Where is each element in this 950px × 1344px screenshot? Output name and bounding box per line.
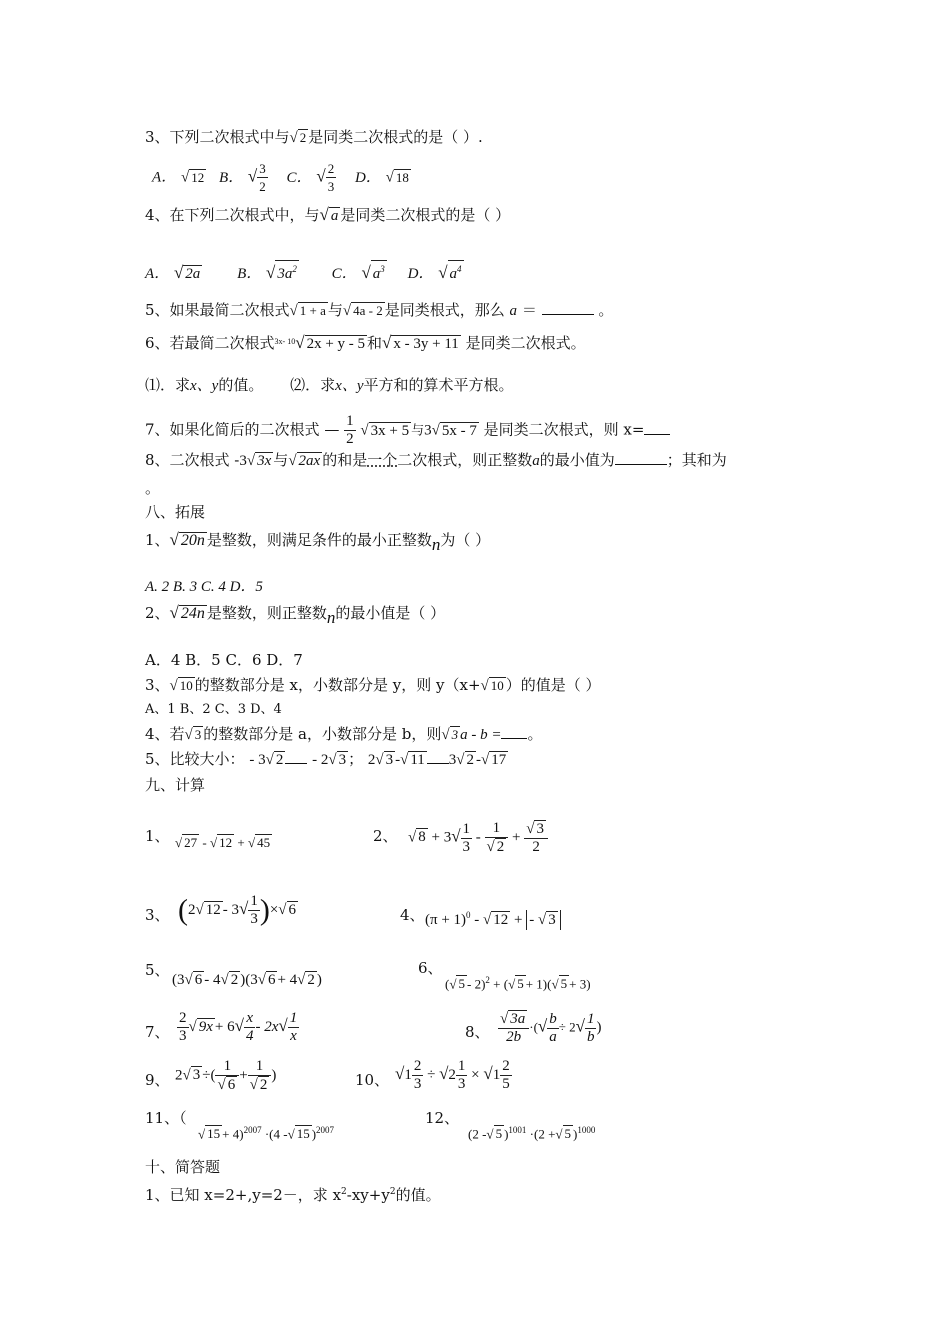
p3-label: 3、 <box>145 906 170 924</box>
q8-line: 8、二次根式 -3√ 3x 与√ 2ax 的和是一个二次根式，则正整数a的最小值为 ；其和为 <box>145 451 727 469</box>
section-10-title: 十、简答题 <box>145 1158 221 1176</box>
q4-options: A． √ 2a B． √ $3a^2$ C． √ $a^3$ D． √ $a^4$ <box>145 260 464 284</box>
q7-fraction: $\frac{1}{2}$ <box>346 413 354 447</box>
q8-end: 。 <box>145 479 161 497</box>
s8-q5-blank-1[interactable] <box>285 763 307 764</box>
p4-label: 4、 <box>400 906 425 924</box>
q3-c-frac: $\frac{2}{3}$ <box>327 161 335 194</box>
p5-label: 5、 <box>145 961 170 979</box>
p8-label: 8、 <box>465 1023 490 1041</box>
s8-q3: 3、√ 10 的整数部分是 x，小数部分是 y，则 y（x+√ 10 ）的值是（ ） <box>145 676 601 694</box>
q7-answer-blank[interactable] <box>644 434 670 435</box>
p10-expression: √1 $\frac{2}{3}$ ÷ √2 $\frac{1}{3}$ × √1 $\frac{2}{5}$ <box>395 1058 510 1092</box>
p1-expression: √ 27 - √ 12 + √ 45 <box>175 835 271 850</box>
p7-expression: $\frac{2}{3}$ √ 9x + 6√ $\frac{x}{4}$ - 2x√ $\frac{1}{x}$ <box>179 1010 298 1044</box>
p12-label: 12、 <box>425 1109 460 1127</box>
s8-q4: 4、若√ 3 的整数部分是 a，小数部分是 b，则√ 3 a - b = 。 <box>145 725 543 743</box>
p6-label: 6、 <box>418 959 443 977</box>
s8-q2: 2、√ 24n 是整数，则正整数n的最小值是（ ） <box>145 603 446 627</box>
s10-q1: 1、已知 x=2+,y=2－，求 $x^2-xy+y^2$的值。 <box>145 1186 441 1204</box>
p6-expression: (√ 5 - 2)$^2$ + (√ 5 + 1)(√ 5 + 3) <box>445 975 591 992</box>
p8-expression: $\frac{√ 3a}{2b}$ ·(√ $\frac{b}{a}$ ÷ 2√ $\frac{1}{b}$ ) <box>500 1010 602 1045</box>
p12-expression: (2 -√ 5 )$^{1001}$ ·(2 +√ 5 )$^{1000}$ <box>468 1125 596 1142</box>
section-8-title: 八、拓展 <box>145 503 206 521</box>
p7-label: 7、 <box>145 1023 170 1041</box>
p3-expression: (2√ 12 - 3√ $\frac{1}{3}$ )×√ 6 <box>178 893 297 927</box>
p11-label: 11、（ <box>145 1109 187 1127</box>
q3-line: 3、下列二次根式中与√ 2 是同类二次根式的是（ ）. <box>145 128 483 146</box>
s8-q4-answer-blank[interactable] <box>501 738 527 739</box>
p4-expression: $(\pi + 1)^0$ - √ 12 + - √ 3 <box>425 905 561 930</box>
p9-expression: 2√ 3 ÷( $\frac{1}{√ 6}$ + $\frac{1}{√ 2}$ ) <box>175 1058 277 1093</box>
s8-q1: 1、√ 20n 是整数，则满足条件的最小正整数n为（ ） <box>145 530 491 554</box>
q6-line: 6、若最简二次根式$^{3x- 10}$√ 2x + y - 5 和√ x - 3y + 11 是同类二次根式。 <box>145 333 586 352</box>
p1-label: 1、 <box>145 827 170 845</box>
section-9-title: 九、计算 <box>145 776 206 794</box>
q8-answer-blank[interactable] <box>615 464 667 465</box>
s8-q1-options: A. 2 B. 3 C. 4 D．5 <box>145 579 263 595</box>
s8-q3-options: A、1 B、2 C、3 D、4 <box>145 702 282 717</box>
p2-label: 2、 <box>373 827 398 845</box>
q7-line: 7、如果化简后的二次根式 — $\frac{1}{2}$ √ 3x + 5 与3√ 5x - 7 是同类二次根式，则 x= <box>145 413 670 448</box>
s8-q5-blank-2[interactable] <box>427 763 449 764</box>
p2-expression: √ 8 + 3√ $\frac{1}{3}$ - $\frac{1}{√ 2}$ + $\frac{√ 3}{2}$ <box>408 820 548 856</box>
p9-label: 9、 <box>145 1071 170 1089</box>
p10-label: 10、 <box>355 1071 390 1089</box>
p5-expression: (3√ 6 - 4√ 2 )(3√ 6 + 4√ 2 ) <box>172 972 322 988</box>
q3-options: A． √ 12 B． √ $\frac{3}{2}$ C． √ $\frac{2}{3}$ D． √ 18 <box>152 161 409 194</box>
q5-line: 5、如果最简二次根式√ 1 + a 与√ 4a - 2 是同类根式，那么 a ＝ 。 <box>145 301 614 319</box>
p11-expression: √ 15 + 4)$^{2007}$ ·(4 -√ 15 )$^{2007}$ <box>198 1125 335 1142</box>
s8-q2-options: A．4 B．5 C．6 D．7 <box>145 651 303 669</box>
s8-q5: 5、比较大小： - 3√ 2 - 2√ 3 ； 2√ 3 -√ 11 3√ 2 -√ 17 <box>145 750 507 768</box>
q6-subquestions: ⑴．求x、y的值。 ⑵．求x、y平方和的算术平方根。 <box>145 376 514 394</box>
radical-sign: √ <box>289 130 298 146</box>
q3-b-frac: $\frac{3}{2}$ <box>259 161 266 194</box>
q5-answer-blank[interactable] <box>542 314 594 315</box>
q4-line: 4、在下列二次根式中，与√ a 是同类二次根式的是（ ） <box>145 205 511 224</box>
